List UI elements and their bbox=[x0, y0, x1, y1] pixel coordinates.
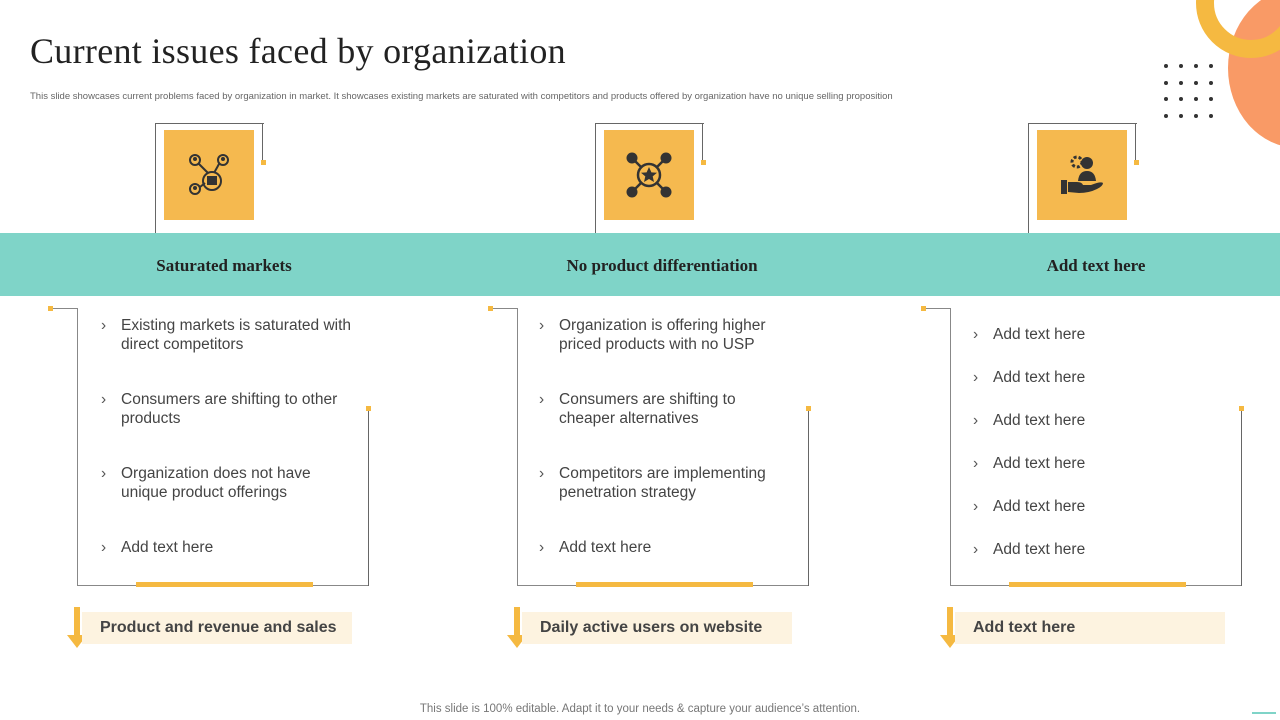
list-item: › Organization does not have unique product offerings bbox=[101, 465, 311, 501]
star-network-icon bbox=[604, 130, 694, 220]
panel-marker bbox=[921, 306, 926, 311]
list-item: › Add text here bbox=[973, 498, 1086, 515]
list-item: › Add text here bbox=[973, 326, 1086, 343]
callout-3: Add text here bbox=[955, 612, 1225, 644]
callout-2: Daily active users on website bbox=[522, 612, 792, 644]
panel-marker bbox=[806, 406, 811, 411]
panel-accent-bar bbox=[576, 582, 753, 587]
panel-marker bbox=[366, 406, 371, 411]
footer-note: This slide is 100% editable. Adapt it to your needs & capture your audience’s attention. bbox=[419, 703, 861, 715]
decorative-dot-grid bbox=[1164, 64, 1224, 124]
panel-marker bbox=[488, 306, 493, 311]
list-item: › Add text here bbox=[101, 539, 214, 556]
column-heading-1: Saturated markets bbox=[156, 256, 292, 275]
list-item: › Organization is offering higher priced products with no USP bbox=[539, 317, 766, 353]
column-heading-2: No product differentiation bbox=[566, 256, 758, 275]
page-subtitle: This slide showcases current problems faced by organization in market. It showcases existing markets are saturated with competitors and products offered by organization have no unique selling proposition bbox=[30, 91, 893, 102]
list-item: › Consumers are shifting to cheaper alternatives bbox=[539, 391, 736, 427]
column-heading-3: Add text here bbox=[1046, 256, 1146, 275]
hand-person-gear-icon bbox=[1037, 130, 1127, 220]
list-item: › Competitors are implementing penetration strategy bbox=[539, 465, 766, 501]
frame-marker bbox=[701, 160, 706, 165]
panel-accent-bar bbox=[136, 582, 313, 587]
footer-accent-line bbox=[1252, 712, 1276, 714]
list-item: › Add text here bbox=[973, 455, 1086, 472]
panel-marker bbox=[48, 306, 53, 311]
frame-marker bbox=[1134, 160, 1139, 165]
page-title: Current issues faced by organization bbox=[30, 31, 566, 71]
list-item: › Add text here bbox=[539, 539, 652, 556]
frame-marker bbox=[261, 160, 266, 165]
list-item: › Consumers are shifting to other products bbox=[101, 391, 338, 427]
list-item: › Existing markets is saturated with direct competitors bbox=[101, 317, 352, 353]
panel-marker bbox=[1239, 406, 1244, 411]
decorative-ring bbox=[1196, 0, 1280, 58]
list-item: › Add text here bbox=[973, 369, 1086, 386]
list-item: › Add text here bbox=[973, 412, 1086, 429]
network-users-icon bbox=[164, 130, 254, 220]
bullet-list-2 bbox=[539, 316, 789, 557]
bullet-list-3 bbox=[973, 325, 1223, 559]
panel-accent-bar bbox=[1009, 582, 1186, 587]
list-item: › Add text here bbox=[973, 541, 1086, 558]
callout-1: Product and revenue and sales bbox=[82, 612, 352, 644]
bullet-list-1 bbox=[101, 316, 351, 557]
